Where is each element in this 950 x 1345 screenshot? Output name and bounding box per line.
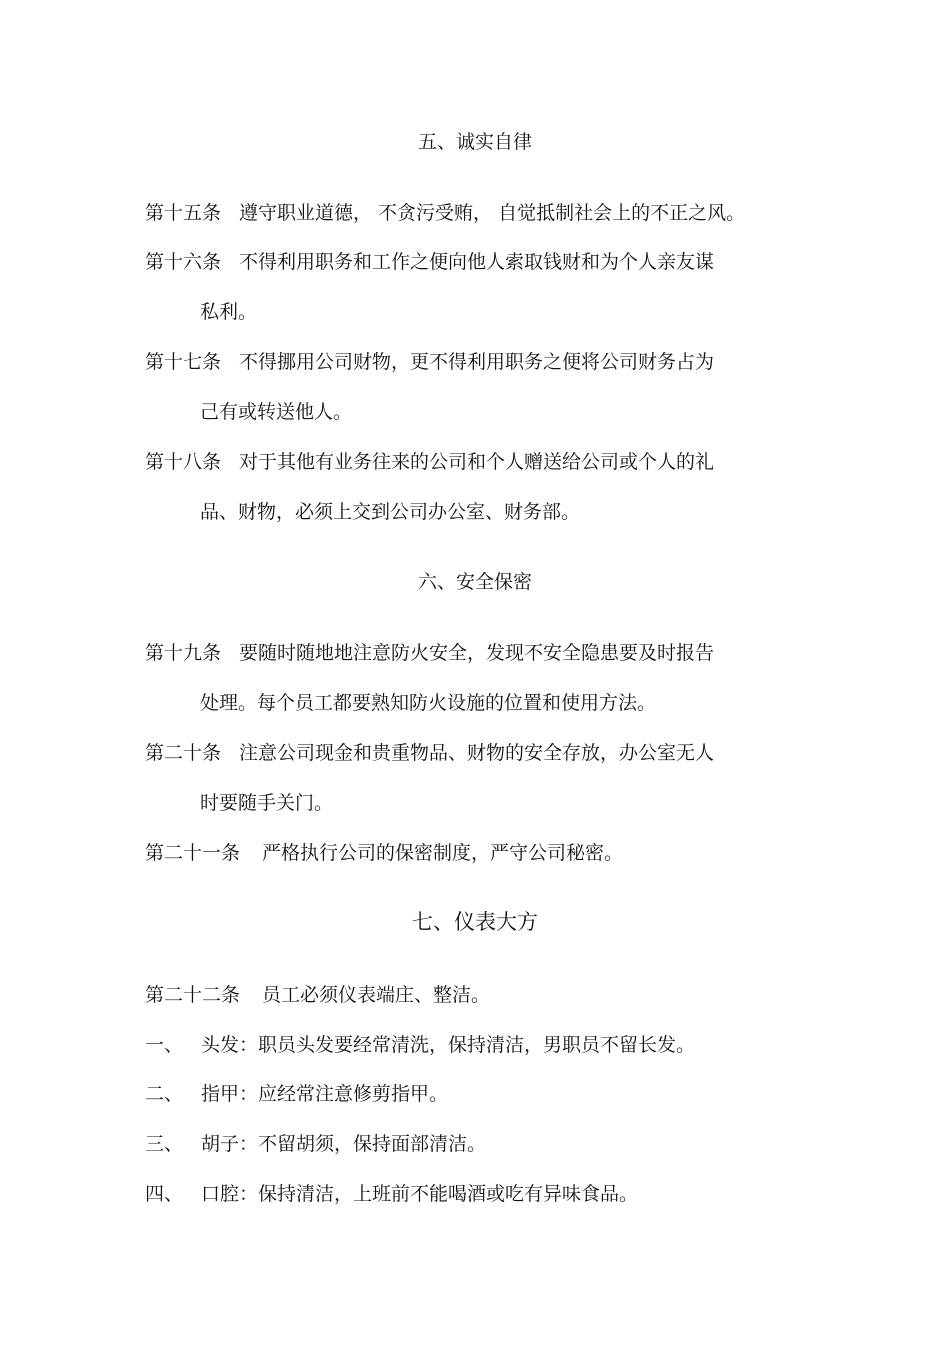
list-item-mouth (145, 1182, 638, 1206)
section-heading-safety: 六、安全保密 (417, 571, 532, 593)
list-item-nails (145, 1082, 448, 1106)
section-heading-appearance: 七、仪表大方 (412, 910, 538, 934)
article-21 (145, 841, 623, 865)
article-18 (145, 450, 714, 474)
article-number: 第二十二条 (145, 984, 241, 1006)
list-number: 二、 (145, 1083, 184, 1105)
article-text: 遵守职业道德， 不贪污受贿， 自觉抵制社会上的不正之风。 (239, 202, 746, 224)
article-17-continued: 己有或转送他人。 (200, 401, 353, 423)
article-number: 第十五条 (145, 202, 222, 224)
article-number: 第十七条 (145, 351, 222, 373)
article-18-continued: 品、财物，必须上交到公司办公室、财务部。 (200, 501, 581, 523)
list-number: 三、 (145, 1133, 184, 1155)
article-text: 要随时随地地注意防火安全，发现不安全隐患要及时报告 (239, 642, 715, 664)
article-20-continued: 时要随手关门。 (200, 792, 334, 814)
list-text: 胡子：不留胡须，保持面部清洁。 (201, 1133, 487, 1155)
article-number: 第十九条 (145, 642, 222, 664)
list-text: 头发：职员头发要经常清洗，保持清洁，男职员不留长发。 (201, 1034, 696, 1056)
article-text: 注意公司现金和贵重物品、财物的安全存放，办公室无人 (239, 742, 715, 764)
list-text: 指甲：应经常注意修剪指甲。 (201, 1083, 449, 1105)
article-text: 不得挪用公司财物，更不得利用职务之便将公司财务占为 (239, 351, 715, 373)
list-number: 四、 (145, 1183, 184, 1205)
list-item-hair (145, 1033, 695, 1057)
article-number: 第二十条 (145, 742, 222, 764)
list-number: 一、 (145, 1034, 184, 1056)
section-heading-integrity: 五、诚实自律 (417, 131, 532, 153)
article-19 (145, 641, 714, 665)
article-15 (145, 201, 745, 225)
article-text: 严格执行公司的保密制度，严守公司秘密。 (262, 842, 624, 864)
article-number: 第十六条 (145, 251, 222, 273)
article-19-continued: 处理。每个员工都要熟知防火设施的位置和使用方法。 (200, 692, 657, 714)
article-16-continued: 私利。 (200, 301, 258, 323)
list-item-beard (145, 1132, 486, 1156)
article-number: 第二十一条 (145, 842, 241, 864)
article-17 (145, 350, 714, 374)
article-22 (145, 983, 490, 1007)
article-text: 对于其他有业务往来的公司和个人赠送给公司或个人的礼 (239, 451, 715, 473)
article-20 (145, 741, 714, 765)
list-text: 口腔：保持清洁，上班前不能喝酒或吃有异味食品。 (201, 1183, 639, 1205)
article-text: 员工必须仪表端庄、整洁。 (262, 984, 491, 1006)
article-text: 不得利用职务和工作之便向他人索取钱财和为个人亲友谋 (239, 251, 715, 273)
article-number: 第十八条 (145, 451, 222, 473)
article-16 (145, 250, 714, 274)
